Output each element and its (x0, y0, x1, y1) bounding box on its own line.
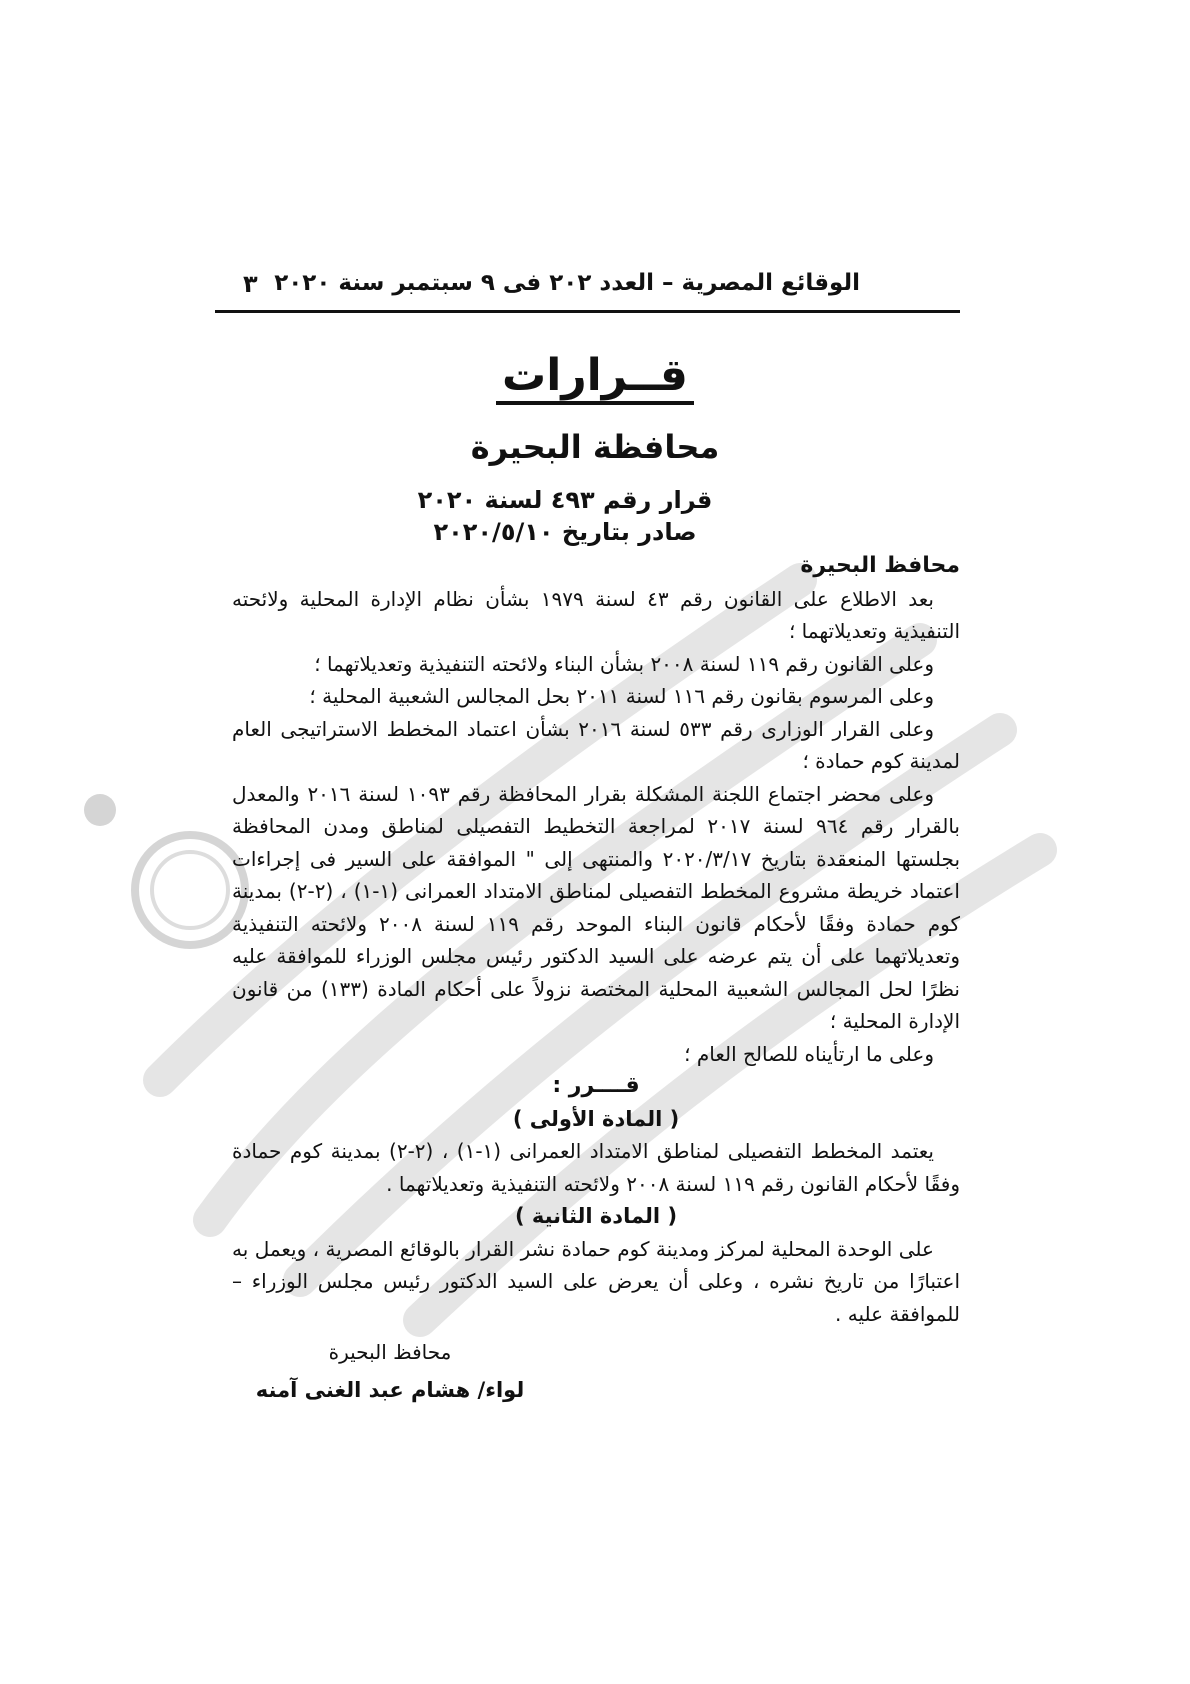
page-number: ٣ (243, 270, 258, 298)
article-2-title: ( المادة الثانية ) (514, 1204, 678, 1228)
article-2-text: على الوحدة المحلية لمركز ومدينة كوم حمادة نشر القرار بالوقائع المصرية ، ويعمل به اعتبارًا من تاريخ نشره ، وعلى أن يعرض على السيد الدكتور رئيس مجلس الوزراء – للموافقة عليه . (232, 1236, 960, 1326)
preamble-item: وعلى ما ارتأيناه للصالح العام ؛ (684, 1041, 934, 1066)
signature-name: لواء/ هشام عبد الغنى آمنه (255, 1378, 525, 1402)
section-title-text: قــرارات (496, 350, 694, 405)
governor-heading: محافظ البحيرة (800, 553, 960, 578)
preamble-item: وعلى محضر اجتماع اللجنة المشكلة بقرار المحافظة رقم ١٠٩٣ لسنة ٢٠١٦ والمعدل بالقرار رقم ٩٦٤ لسنة ٢٠١٧ لمراجعة التخطيط التفصيلى لمناطق ومدن المحافظة بجلستها المنعقدة بتاريخ ٢٠٢٠/٣/١٧ والمنتهى إلى " الموافقة على السير فى إجراءات اعتماد خريطة مشروع المخطط التفصيلى لمناطق الامتداد العمرانى (١-١) ، (٢-٢) بمدينة كوم حمادة وفقًا لأحكام قانون البناء الموحد رقم ١١٩ لسنة ٢٠٠٨ ولائحته التنفيذية وتعديلاتهما على أن يتم عرضه على السيد الدكتور رئيس مجلس الوزراء للموافقة عليه نظرًا لحل المجالس الشعبية المحلية المختصة نزولاً على أحكام المادة (١٣٣) من قانون الإدارة المحلية ؛ (232, 781, 961, 1033)
decree-word: قــــرر : (552, 1073, 640, 1098)
section-title (0, 350, 1190, 401)
decree-body (232, 550, 960, 1330)
preamble-item: وعلى القرار الوزارى رقم ٥٣٣ لسنة ٢٠١٦ بشأن اعتماد المخطط الاستراتيجى العام لمدينة كوم حمادة ؛ (232, 716, 960, 773)
authority-title: محافظة البحيرة (470, 428, 720, 466)
decision-number: قرار رقم ٤٩٣ لسنة ٢٠٢٠ (417, 486, 713, 514)
article-1-text: يعتمد المخطط التفصيلى لمناطق الامتداد العمرانى (١-١) ، (٢-٢) بمدينة كوم حمادة وفقًا لأحكام القانون رقم ١١٩ لسنة ٢٠٠٨ ولائحته التنفيذية وتعديلاتهما . (232, 1139, 960, 1196)
signature-title: محافظ البحيرة (328, 1340, 452, 1364)
gazette-header (215, 270, 960, 313)
preamble-item: وعلى القانون رقم ١١٩ لسنة ٢٠٠٨ بشأن البناء ولائحته التنفيذية وتعديلاتهما ؛ (314, 651, 934, 676)
signature-block (250, 1340, 530, 1402)
preamble-item: بعد الاطلاع على القانون رقم ٤٣ لسنة ١٩٧٩ بشأن نظام الإدارة المحلية ولائحته التنفيذية وتعديلاتهما ؛ (232, 586, 960, 643)
issue-date: صادر بتاريخ ٢٠٢٠/٥/١٠ (433, 518, 697, 546)
preamble-item: وعلى المرسوم بقانون رقم ١١٦ لسنة ٢٠١١ بحل المجالس الشعبية المحلية ؛ (309, 684, 934, 708)
header-title: الوقائع المصرية – العدد ٢٠٢ فى ٩ سبتمبر سنة ٢٠٢٠ (274, 270, 860, 296)
article-1-title: ( المادة الأولى ) (512, 1106, 680, 1131)
